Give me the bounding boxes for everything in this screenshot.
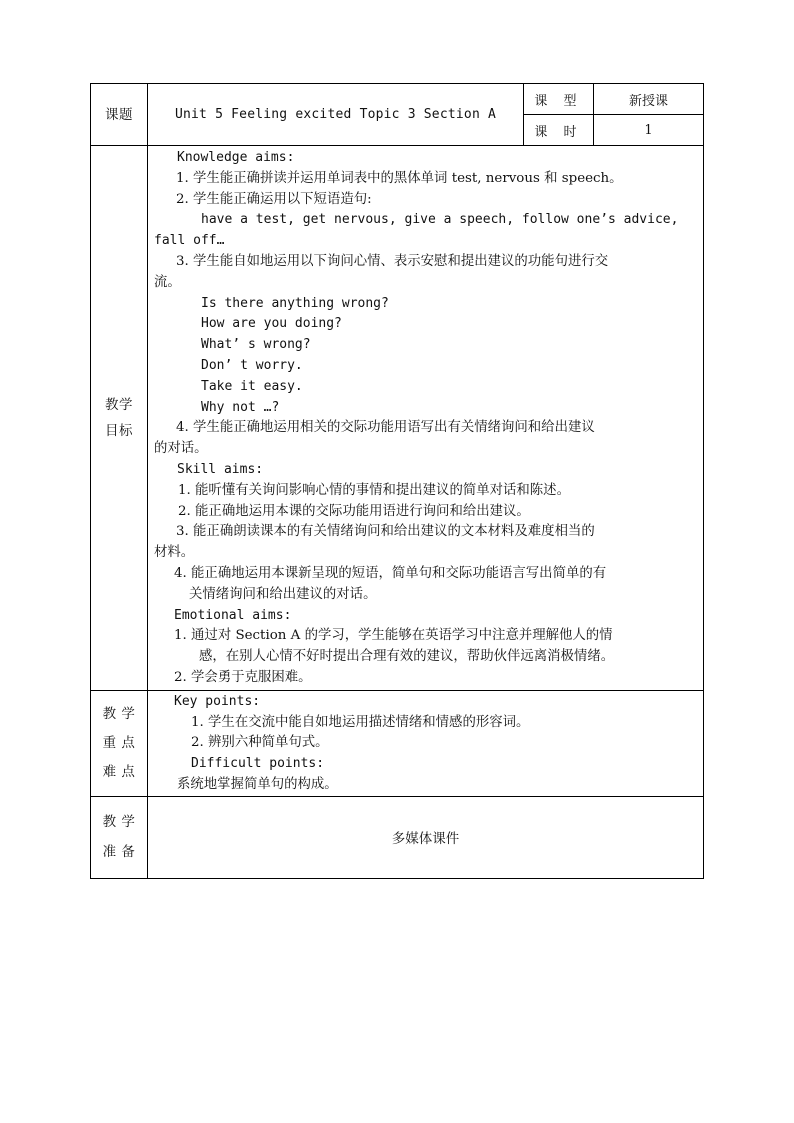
keypoints-content bbox=[148, 690, 704, 796]
knowledge-aim-3-cont: 流。 bbox=[154, 274, 181, 290]
topic-label: 课题 bbox=[91, 84, 148, 146]
difficult-points-heading: Difficult points: bbox=[191, 756, 325, 772]
knowledge-aim-2: 2. 学生能正确运用以下短语造句: bbox=[176, 191, 372, 207]
lesson-type-label: 课 型 bbox=[524, 84, 594, 115]
keypoints-label-line3: 难 点 bbox=[102, 763, 136, 780]
preparation-row bbox=[91, 796, 704, 878]
key-point-2: 2. 辨别六种简单句式。 bbox=[191, 735, 329, 751]
header-row-1 bbox=[91, 84, 704, 115]
keypoints-label bbox=[91, 690, 148, 796]
class-hours-value: 1 bbox=[594, 115, 704, 146]
skill-aim-1: 1. 能听懂有关询问影响心情的事情和提出建议的简单对话和陈述。 bbox=[178, 482, 570, 498]
emotional-aim-1: 1. 通过对 Section A 的学习，学生能够在英语学习中注意并理解他人的情 bbox=[174, 628, 613, 644]
knowledge-aim-4: 4. 学生能正确地运用相关的交际功能用语写出有关情绪询问和给出建议 bbox=[176, 420, 595, 436]
objectives-label-line1: 教学 bbox=[105, 396, 133, 413]
keypoints-label-line1: 教 学 bbox=[102, 705, 136, 722]
function-sentence: Is there anything wrong? bbox=[201, 295, 389, 311]
skill-aim-2: 2. 能正确地运用本课的交际功能用语进行询问和给出建议。 bbox=[178, 503, 530, 519]
class-hours-label: 课 时 bbox=[524, 115, 594, 146]
emotional-aims-heading: Emotional aims: bbox=[174, 607, 292, 623]
preparation-value: 多媒体课件 bbox=[148, 796, 704, 878]
skill-aim-4-cont: 关情绪询问和给出建议的对话。 bbox=[189, 586, 377, 602]
skill-aims-heading: Skill aims: bbox=[177, 461, 264, 477]
lesson-plan-table bbox=[90, 83, 704, 879]
difficult-point: 系统地掌握简单句的构成。 bbox=[177, 776, 338, 792]
objectives-label-line2: 目标 bbox=[105, 422, 133, 439]
emotional-aim-2: 2. 学会勇于克服困难。 bbox=[174, 669, 312, 685]
function-sentence: Take it easy. bbox=[201, 378, 303, 394]
skill-aim-3-cont: 材料。 bbox=[154, 545, 195, 561]
knowledge-aim-1: 1. 学生能正确拼读并运用单词表中的黑体单词 test, nervous 和 speech。 bbox=[176, 170, 623, 186]
preparation-label-line1: 教 学 bbox=[102, 814, 136, 831]
lesson-type-value: 新授课 bbox=[594, 84, 704, 115]
topic-value: Unit 5 Feeling excited Topic 3 Section A bbox=[148, 84, 524, 146]
knowledge-aim-3: 3. 学生能自如地运用以下询问心情、表示安慰和提出建议的功能句进行交 bbox=[176, 253, 609, 269]
preparation-label-line2: 准 备 bbox=[102, 844, 136, 861]
function-sentence: Don’ t worry. bbox=[201, 357, 303, 373]
objectives-label bbox=[91, 146, 148, 691]
emotional-aim-1-cont: 感，在别人心情不好时提出合理有效的建议，帮助伙伴远离消极情绪。 bbox=[199, 649, 615, 665]
key-points-heading: Key points: bbox=[174, 693, 261, 709]
function-sentence: Why not …? bbox=[201, 399, 280, 415]
knowledge-aim-2-phrases-cont: fall off… bbox=[154, 233, 225, 249]
knowledge-aims-heading: Knowledge aims: bbox=[177, 150, 295, 165]
keypoints-row bbox=[91, 690, 704, 796]
objectives-content bbox=[148, 146, 704, 691]
objectives-row bbox=[91, 146, 704, 691]
skill-aim-4: 4. 能正确地运用本课新呈现的短语，简单句和交际功能语言写出简单的有 bbox=[174, 565, 607, 581]
keypoints-label-line2: 重 点 bbox=[102, 734, 136, 751]
knowledge-aim-4-cont: 的对话。 bbox=[154, 441, 208, 457]
knowledge-aim-2-phrases: have a test, get nervous, give a speech, follow one’s advice, bbox=[201, 212, 679, 228]
function-sentence: How are you doing? bbox=[201, 316, 342, 332]
skill-aim-3: 3. 能正确朗读课本的有关情绪询问和给出建议的文本材料及难度相当的 bbox=[176, 524, 595, 540]
key-point-1: 1. 学生在交流中能自如地运用描述情绪和情感的形容词。 bbox=[191, 714, 530, 730]
function-sentence: What’ s wrong? bbox=[201, 337, 311, 353]
preparation-label bbox=[91, 796, 148, 878]
